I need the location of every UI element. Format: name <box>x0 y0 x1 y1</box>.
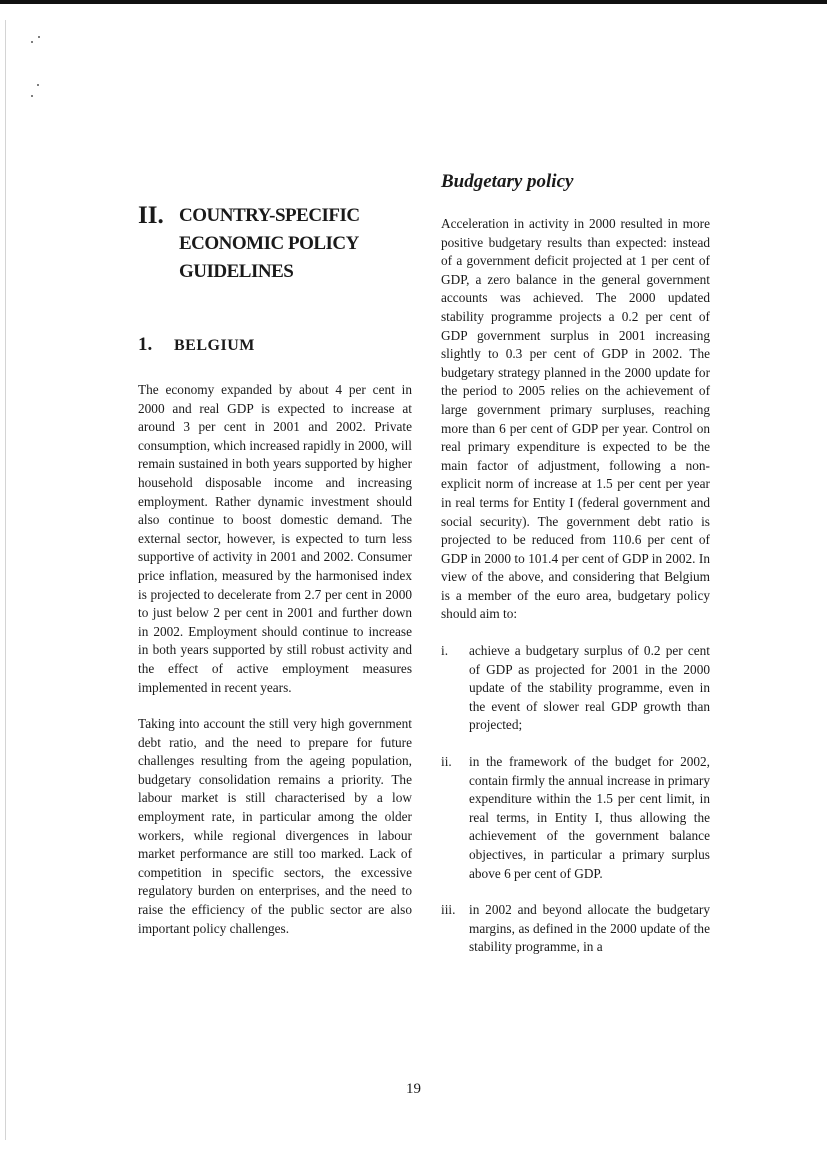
list-item <box>441 901 710 957</box>
chapter-title <box>179 202 360 286</box>
list-item-text: achieve a budgetary surplus of 0.2 per cent of GDP as projected for 2001 in the 2000 update of the stability programme, even in the event of slower real GDP growth than projected; <box>469 643 710 733</box>
subsection-heading: Budgetary policy <box>441 171 574 192</box>
list-item-number: ii. <box>441 754 452 770</box>
body-paragraph: Acceleration in activity in 2000 resulted in more positive budgetary results than expected: instead of a government deficit projected at 1 per cent of GDP, a zero balance in the general government accounts was achieved. The 2000 updated stability programme projects a 0.2 per cent of GDP government surplus in 2001 increasing slightly to 0.3 per cent of GDP in 2002. The budgetary strategy planned in the 2000 update for the period to 2005 relies on the achievement of large government primary surpluses, reaching more than 6 per cent of GDP per year. Control on real primary expenditure is expected to be the main factor of adjustment, following a non-explicit norm of increase at 1.5 per cent per year in real terms for Entity I (federal government and social security). The government debt ratio is projected to be reduced from 110.6 per cent of GDP in 2000 to 101.4 per cent of GDP in 2002. In view of the above, and considering that Belgium is a member of the euro area, budgetary policy should aim to: <box>441 216 710 622</box>
list-item-number: iii. <box>441 902 456 918</box>
list-item-text: in the framework of the budget for 2002, contain firmly the annual increase in primary expenditure within the 1.5 per cent limit, in real terms, in Entity I, thus allowing the achievement of the government balance objectives, in particular a primary surplus above 6 per cent of GDP. <box>469 754 710 881</box>
chapter-number: II. <box>138 202 164 229</box>
page-number: 19 <box>406 1081 421 1097</box>
list-item-number: i. <box>441 643 449 659</box>
scan-speck <box>38 36 40 38</box>
scan-speck <box>31 41 33 43</box>
guideline-list <box>441 642 710 957</box>
list-item-text: in 2002 and beyond allocate the budgetary margins, as defined in the 2000 update of the stability programme, in a <box>469 902 710 955</box>
chapter-title-line: ECONOMIC POLICY <box>179 233 359 254</box>
body-paragraph: Taking into account the still very high government debt ratio, and the need to prepare for future challenges resulting from the ageing population, budgetary consolidation remains a priority. The labour market is still characterised by a low employment rate, in particular among the older workers, while regional divergences in labour market performance are still too marked. Lack of competition in specific sectors, the excessive regulatory burden on enterprises, and the need to raise the efficiency of the public sector are also important policy challenges. <box>138 716 412 936</box>
chapter-title-line: GUIDELINES <box>179 261 294 282</box>
scan-speck <box>31 95 33 97</box>
list-item <box>441 753 710 883</box>
chapter-heading <box>138 202 412 286</box>
left-column <box>138 200 412 938</box>
list-item <box>441 642 710 735</box>
body-paragraph: The economy expanded by about 4 per cent in 2000 and real GDP is expected to increase at around 3 per cent in 2001 and 2002. Private consumption, which increased rapidly in 2000, will remain sustained in both years supported by higher household disposable income and increasing employment. Rather dynamic investment should also continue to boost domestic demand. The external sector, however, is expected to turn less supportive of activity in 2001 and 2002. Consumer price inflation, measured by the harmonised index is projected to decelerate from 2.7 per cent in 2000 to just below 2 per cent in 2001 and further down in 2002. Employment should continue to increase in both years supported by still robust activity and the effect of active employment measures implemented in recent years. <box>138 382 412 695</box>
chapter-title-line: COUNTRY-SPECIFIC <box>179 205 360 226</box>
section-title: BELGIUM <box>174 337 255 354</box>
scan-speck <box>37 84 39 86</box>
left-margin-rule <box>5 20 6 1140</box>
top-border-rule <box>0 0 827 4</box>
right-column <box>441 170 710 975</box>
section-heading <box>138 334 412 356</box>
section-number: 1. <box>138 334 153 355</box>
